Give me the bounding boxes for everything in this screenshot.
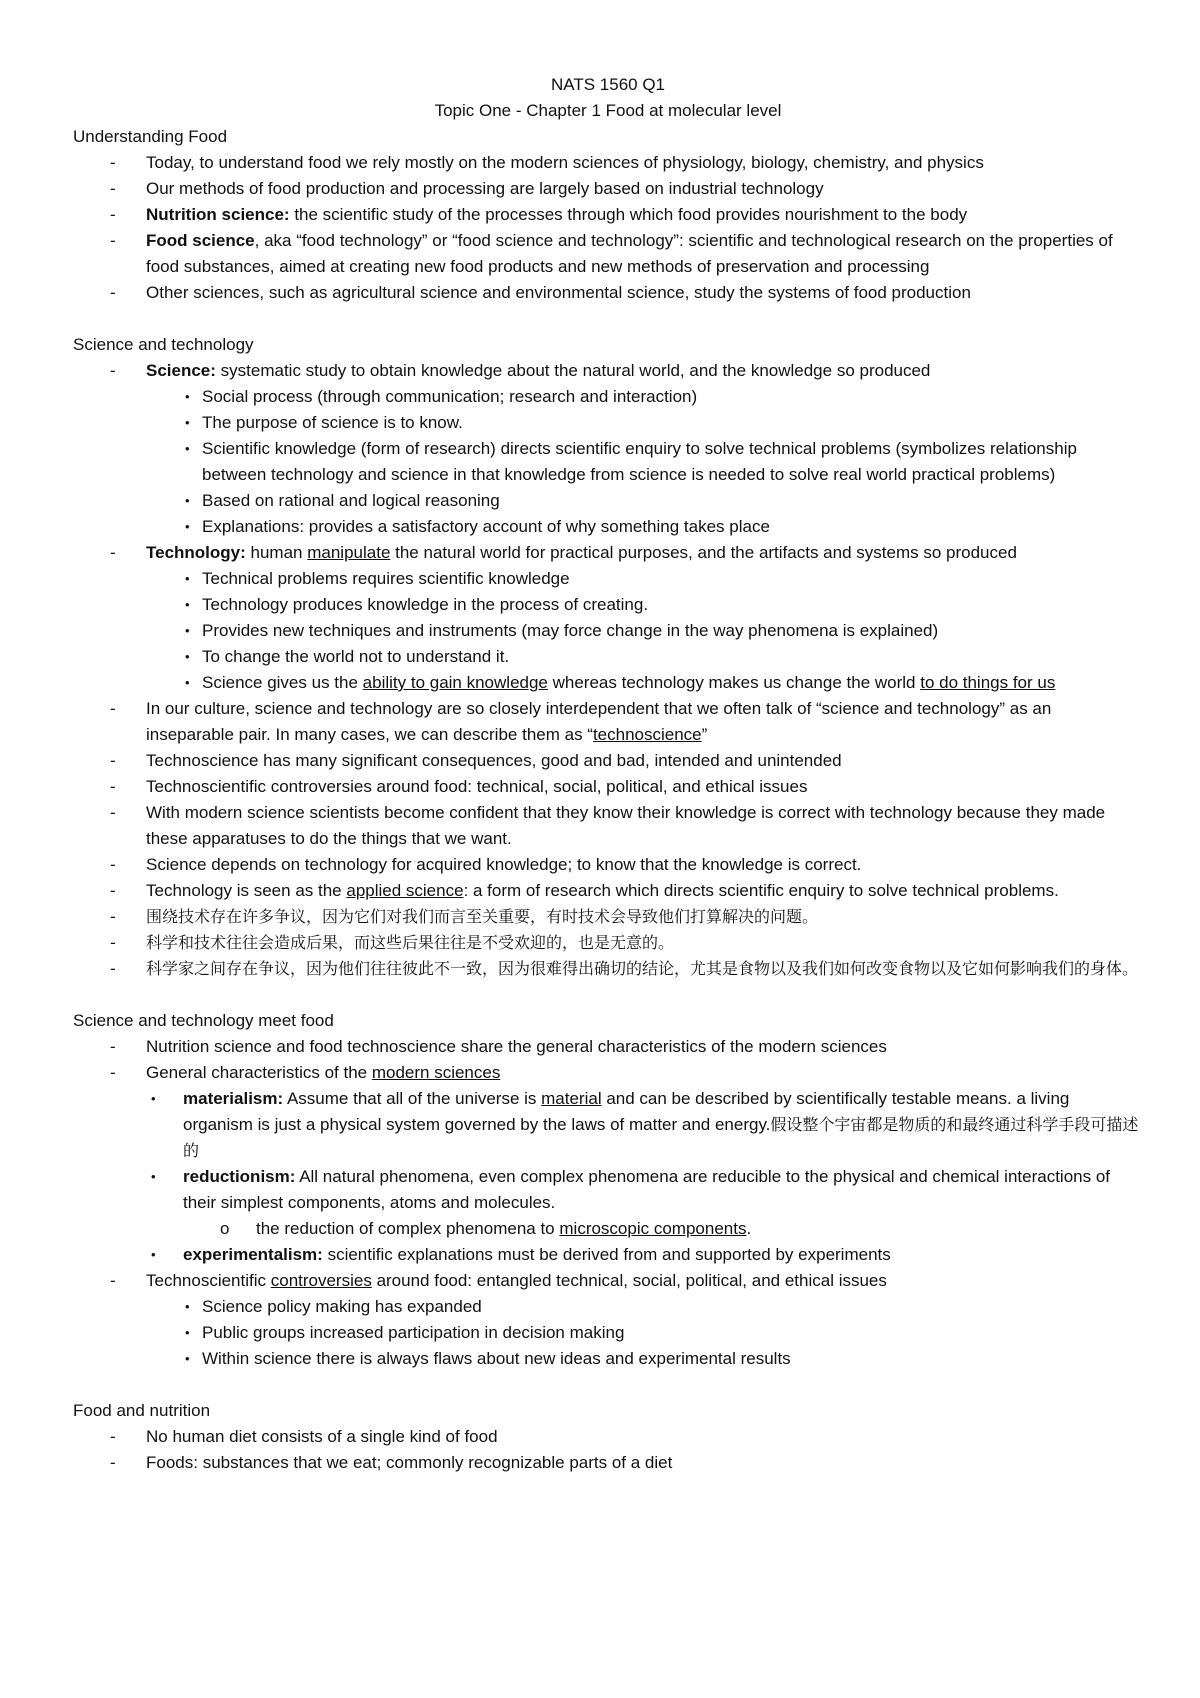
- sub-item: o the reduction of complex phenomena to microscopic components.: [220, 1219, 752, 1238]
- list-item: - Technology is seen as the applied science: a form of research which directs scientific enquiry to solve technical problems.: [110, 881, 1059, 900]
- list-item: - Food science, aka “food technology” or “food science and technology”: scientific and technological research on the properties of food substances, aimed at creating new food products and new methods of preservation and processing: [110, 231, 1113, 276]
- list-item: - With modern science scientists become confident that they know their knowledge is correct with technology because they made these apparatuses to do the things that we want.: [110, 803, 1106, 848]
- bullet-item: • Technical problems requires scientific knowledge: [185, 569, 570, 588]
- section-list: [73, 358, 1143, 982]
- list-item: - Our methods of food production and processing are largely based on industrial technology: [110, 179, 824, 198]
- list-item: - General characteristics of the modern sciences: [110, 1063, 501, 1082]
- list-item: - Technoscientific controversies around food: technical, social, political, and ethical issues: [110, 777, 808, 796]
- list-item: - Today, to understand food we rely mostly on the modern sciences of physiology, biology, chemistry, and physics: [110, 153, 984, 172]
- list-item: - Science depends on technology for acquired knowledge; to know that the knowledge is correct.: [110, 855, 862, 874]
- bullet-item: • Science gives us the ability to gain knowledge whereas technology makes us change the world to do things for us: [185, 673, 1056, 692]
- course-title: NATS 1560 Q1: [550, 75, 666, 94]
- list-item: - Technoscientific controversies around food: entangled technical, social, political, and ethical issues: [110, 1271, 887, 1290]
- document-page: [73, 72, 1143, 1476]
- bullet-item-materialism: • materialism: Assume that all of the universe is material and can be described by scientifically testable means. a living organism is just a physical system governed by the laws of matter and energy.假设整个宇宙都是物质的和最终通过科学手段可描述的: [151, 1089, 1139, 1160]
- list-item: - Nutrition science and food technoscience share the general characteristics of the modern sciences: [110, 1037, 887, 1056]
- list-item: - Nutrition science: the scientific study of the processes through which food provides nourishment to the body: [110, 205, 968, 224]
- list-item: - Technoscience has many significant consequences, good and bad, intended and unintended: [110, 751, 842, 770]
- section-list: [73, 150, 1143, 306]
- section-heading-science-technology: Science and technology: [73, 335, 254, 354]
- section-heading-food-nutrition: Food and nutrition: [73, 1401, 211, 1420]
- list-item-chinese: - 科学和技术往往会造成后果，而这些后果往往是不受欢迎的，也是无意的。: [110, 933, 675, 952]
- section-list: [73, 1424, 1143, 1476]
- list-item-science: - Science: systematic study to obtain knowledge about the natural world, and the knowledge so produced: [110, 361, 931, 380]
- bullet-item: • To change the world not to understand it.: [185, 647, 510, 666]
- bullet-item: • Provides new techniques and instruments (may force change in the way phenomena is explained): [185, 621, 939, 640]
- section-heading-science-meet-food: Science and technology meet food: [73, 1011, 334, 1030]
- bullet-item: • Science policy making has expanded: [185, 1297, 482, 1316]
- bullet-item: • Technology produces knowledge in the process of creating.: [185, 595, 649, 614]
- list-item: - Foods: substances that we eat; commonly recognizable parts of a diet: [110, 1453, 673, 1472]
- list-item: - No human diet consists of a single kind of food: [110, 1427, 498, 1446]
- bullet-item: • Within science there is always flaws about new ideas and experimental results: [185, 1349, 791, 1368]
- list-item: - In our culture, science and technology are so closely interdependent that we often talk of “science and technology” as an inseparable pair. In many cases, we can describe them as “technoscience”: [110, 699, 1052, 744]
- section-heading-understanding-food: Understanding Food: [73, 127, 228, 146]
- bullet-item: • Social process (through communication; research and interaction): [185, 387, 698, 406]
- bullet-item: • Based on rational and logical reasoning: [185, 491, 500, 510]
- bullet-item-reductionism: • reductionism: All natural phenomena, even complex phenomena are reducible to the physical and chemical interactions of their simplest components, atoms and molecules.: [151, 1167, 1111, 1212]
- bullet-item-experimentalism: • experimentalism: scientific explanations must be derived from and supported by experiments: [151, 1245, 891, 1264]
- list-item: - Other sciences, such as agricultural science and environmental science, study the systems of food production: [110, 283, 971, 302]
- bullet-item: • The purpose of science is to know.: [185, 413, 463, 432]
- bullet-item: • Scientific knowledge (form of research) directs scientific enquiry to solve technical problems (symbolizes relationship between technology and science in that knowledge from science is needed to solve real world practical problems): [185, 439, 1077, 484]
- bullet-item: • Explanations: provides a satisfactory account of why something takes place: [185, 517, 770, 536]
- section-list: [73, 1034, 1143, 1372]
- list-item-chinese: - 围绕技术存在许多争议，因为它们对我们而言至关重要，有时技术会导致他们打算解决的问题。: [110, 907, 819, 926]
- bullet-item: • Public groups increased participation in decision making: [185, 1323, 625, 1342]
- topic-title: Topic One - Chapter 1 Food at molecular level: [434, 101, 782, 120]
- list-item-technology: - Technology: human manipulate the natural world for practical purposes, and the artifacts and systems so produced: [110, 543, 1017, 562]
- list-item-chinese: - 科学家之间存在争议，因为他们往往彼此不一致，因为很难得出确切的结论，尤其是食物以及我们如何改变食物以及它如何影响我们的身体。: [110, 959, 1139, 978]
